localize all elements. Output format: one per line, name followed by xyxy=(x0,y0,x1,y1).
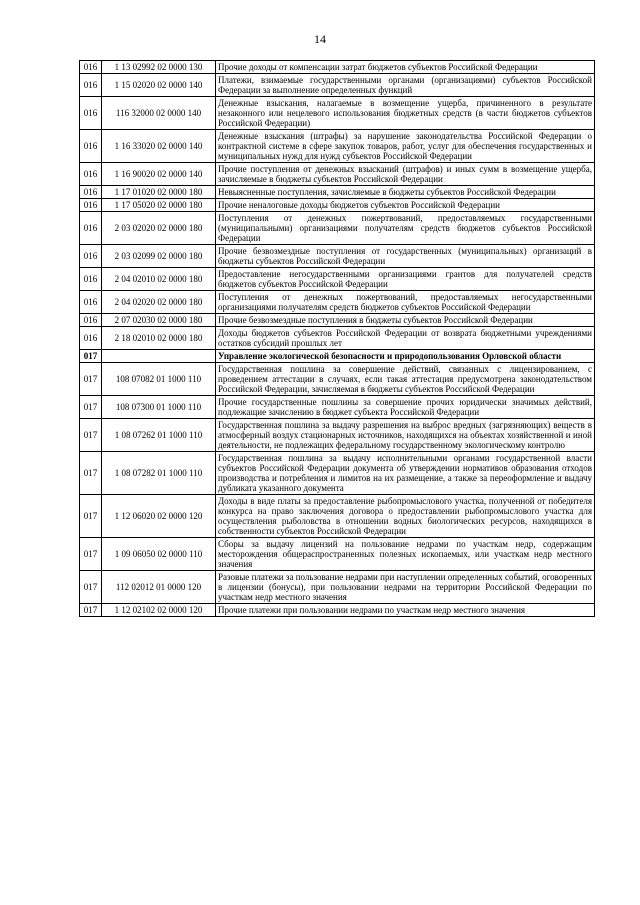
table-body xyxy=(80,61,595,617)
description-cell: Прочие безвозмездные поступления в бюджеты субъектов Российской Федерации xyxy=(216,314,595,327)
description-cell: Доходы в виде платы за предоставление рыбопромыслового участка, полученной от победителя конкурса на право заключения договора о предоставлении рыбопромыслового участка для осуществления рыболовства в отношении водных биологических ресурсов, находящихся в собственности субъектов Российской Федерации xyxy=(216,495,595,538)
description-cell: Прочие безвозмездные поступления от государственных (муниципальных) организаций в бюджеты субъектов Российской Федерации xyxy=(216,245,595,268)
table-row xyxy=(80,327,595,350)
table-row xyxy=(80,199,595,212)
kbk-code-cell: 1 13 02992 02 0000 130 xyxy=(102,61,216,74)
kbk-code-cell xyxy=(102,350,216,363)
description-cell: Прочие поступления от денежных взысканий (штрафов) и иных сумм в возмещение ущерба, зачисляемые в бюджеты субъектов Российской Федерации xyxy=(216,163,595,186)
table-row xyxy=(80,495,595,538)
kbk-code-cell: 116 32000 02 0000 140 xyxy=(102,97,216,130)
revenue-codes-table xyxy=(79,60,595,617)
table-row xyxy=(80,186,595,199)
admin-code-cell: 016 xyxy=(80,186,102,199)
description-cell: Государственная пошлина за выдачу исполнительными органами государственной власти субъектов Российской Федерации документа об утверждении нормативов образования отходов производства и потребления и лимитов на их размещение, а также за переоформление и выдачу дубликата указанного документа xyxy=(216,452,595,495)
admin-code-cell: 016 xyxy=(80,199,102,212)
kbk-code-cell: 1 09 06050 02 0000 110 xyxy=(102,538,216,571)
table-row xyxy=(80,452,595,495)
description-cell: Денежные взыскания (штрафы) за нарушение законодательства Российской Федерации о контрактной системе в сфере закупок товаров, работ, услуг для обеспечения государственных и муниципальных нужд для нужд субъектов Российской Федерации xyxy=(216,130,595,163)
kbk-code-cell: 108 07082 01 1000 110 xyxy=(102,363,216,396)
description-cell: Поступления от денежных пожертвований, предоставляемых государственными (муниципальными) организациями получателям средств бюджетов субъектов Российской Федерации xyxy=(216,212,595,245)
page-number: 14 xyxy=(314,32,326,46)
kbk-code-cell: 1 08 07282 01 1000 110 xyxy=(102,452,216,495)
table-row xyxy=(80,212,595,245)
kbk-code-cell: 108 07300 01 1000 110 xyxy=(102,396,216,419)
table-row xyxy=(80,314,595,327)
table-row xyxy=(80,130,595,163)
kbk-code-cell: 1 16 90020 02 0000 140 xyxy=(102,163,216,186)
description-cell: Невыясненные поступления, зачисляемые в бюджеты субъектов Российской Федерации xyxy=(216,186,595,199)
admin-code-cell: 016 xyxy=(80,61,102,74)
kbk-code-cell: 112 02012 01 0000 120 xyxy=(102,571,216,604)
description-cell: Предоставление негосударственными организациями грантов для получателей средств бюджетов субъектов Российской Федерации xyxy=(216,268,595,291)
kbk-code-cell: 1 16 33020 02 0000 140 xyxy=(102,130,216,163)
admin-code-cell: 016 xyxy=(80,327,102,350)
description-cell: Поступления от денежных пожертвований, предоставляемых негосударственными организациями получателям средств бюджетов субъектов Российской Федерации xyxy=(216,291,595,314)
admin-code-cell: 016 xyxy=(80,245,102,268)
kbk-code-cell: 1 12 06020 02 0000 120 xyxy=(102,495,216,538)
kbk-code-cell: 2 03 02099 02 0000 180 xyxy=(102,245,216,268)
admin-code-cell: 016 xyxy=(80,163,102,186)
admin-code-cell: 017 xyxy=(80,604,102,617)
kbk-code-cell: 1 15 02020 02 0000 140 xyxy=(102,74,216,97)
admin-code-cell: 017 xyxy=(80,495,102,538)
table-row xyxy=(80,291,595,314)
description-cell: Доходы бюджетов субъектов Российской Федерации от возврата бюджетными учреждениями остатков субсидий прошлых лет xyxy=(216,327,595,350)
description-cell: Прочие неналоговые доходы бюджетов субъектов Российской Федерации xyxy=(216,199,595,212)
kbk-code-cell: 1 17 05020 02 0000 180 xyxy=(102,199,216,212)
table-row xyxy=(80,97,595,130)
table-row xyxy=(80,538,595,571)
table-row xyxy=(80,571,595,604)
admin-code-cell: 016 xyxy=(80,314,102,327)
description-cell: Разовые платежи за пользование недрами при наступлении определенных событий, оговоренных в лицензии (бонусы), при пользовании недрами на территории Российской Федерации по участкам недр местного значения xyxy=(216,571,595,604)
kbk-code-cell: 1 08 07262 01 1000 110 xyxy=(102,419,216,452)
table-row xyxy=(80,396,595,419)
admin-code-cell: 017 xyxy=(80,452,102,495)
description-cell: Государственная пошлина за выдачу разрешения на выброс вредных (загрязняющих) веществ в атмосферный воздух стационарных источников, находящихся на объектах хозяйственной и иной деятельности, не подлежащих федеральному государственному экологическому контролю xyxy=(216,419,595,452)
description-cell: Денежные взыскания, налагаемые в возмещение ущерба, причиненного в результате незаконного или нецелевого использования бюджетных средств (в части бюджетов субъектов Российской Федерации) xyxy=(216,97,595,130)
admin-code-cell: 017 xyxy=(80,363,102,396)
kbk-code-cell: 2 03 02020 02 0000 180 xyxy=(102,212,216,245)
table-row xyxy=(80,419,595,452)
kbk-code-cell: 1 12 02102 02 0000 120 xyxy=(102,604,216,617)
admin-code-cell: 016 xyxy=(80,130,102,163)
admin-code-cell: 017 xyxy=(80,571,102,604)
description-cell: Сборы за выдачу лицензий на пользование недрами по участкам недр, содержащим месторождения общераспространенных полезных ископаемых, или участкам недр местного значения xyxy=(216,538,595,571)
kbk-code-cell: 2 04 02010 02 0000 180 xyxy=(102,268,216,291)
kbk-code-cell: 2 07 02030 02 0000 180 xyxy=(102,314,216,327)
description-cell: Государственная пошлина за совершение действий, связанных с лицензированием, с проведением аттестации в случаях, если такая аттестация предусмотрена законодательством Российской Федерации, зачисляемая в бюджеты субъектов Российской Федерации xyxy=(216,363,595,396)
admin-code-cell: 016 xyxy=(80,97,102,130)
table-row xyxy=(80,61,595,74)
kbk-code-cell: 1 17 01020 02 0000 180 xyxy=(102,186,216,199)
admin-code-cell: 016 xyxy=(80,291,102,314)
table-row xyxy=(80,163,595,186)
admin-code-cell: 016 xyxy=(80,74,102,97)
table-row xyxy=(80,363,595,396)
kbk-code-cell: 2 18 02010 02 0000 180 xyxy=(102,327,216,350)
description-cell: Прочие платежи при пользовании недрами по участкам недр местного значения xyxy=(216,604,595,617)
description-cell: Управление экологической безопасности и природопользования Орловской области xyxy=(216,350,595,363)
admin-code-cell: 017 xyxy=(80,396,102,419)
table-row xyxy=(80,350,595,363)
admin-code-cell: 017 xyxy=(80,419,102,452)
admin-code-cell: 017 xyxy=(80,350,102,363)
kbk-code-cell: 2 04 02020 02 0000 180 xyxy=(102,291,216,314)
admin-code-cell: 016 xyxy=(80,268,102,291)
admin-code-cell: 017 xyxy=(80,538,102,571)
description-cell: Прочие государственные пошлины за совершение прочих юридически значимых действий, подлежащие зачислению в бюджет субъекта Российской Федерации xyxy=(216,396,595,419)
table-row xyxy=(80,245,595,268)
admin-code-cell: 016 xyxy=(80,212,102,245)
table-row xyxy=(80,268,595,291)
table-row xyxy=(80,74,595,97)
table-row xyxy=(80,604,595,617)
description-cell: Платежи, взимаемые государственными органами (организациями) субъектов Российской Федерации за выполнение определенных функций xyxy=(216,74,595,97)
description-cell: Прочие доходы от компенсации затрат бюджетов субъектов Российской Федерации xyxy=(216,61,595,74)
